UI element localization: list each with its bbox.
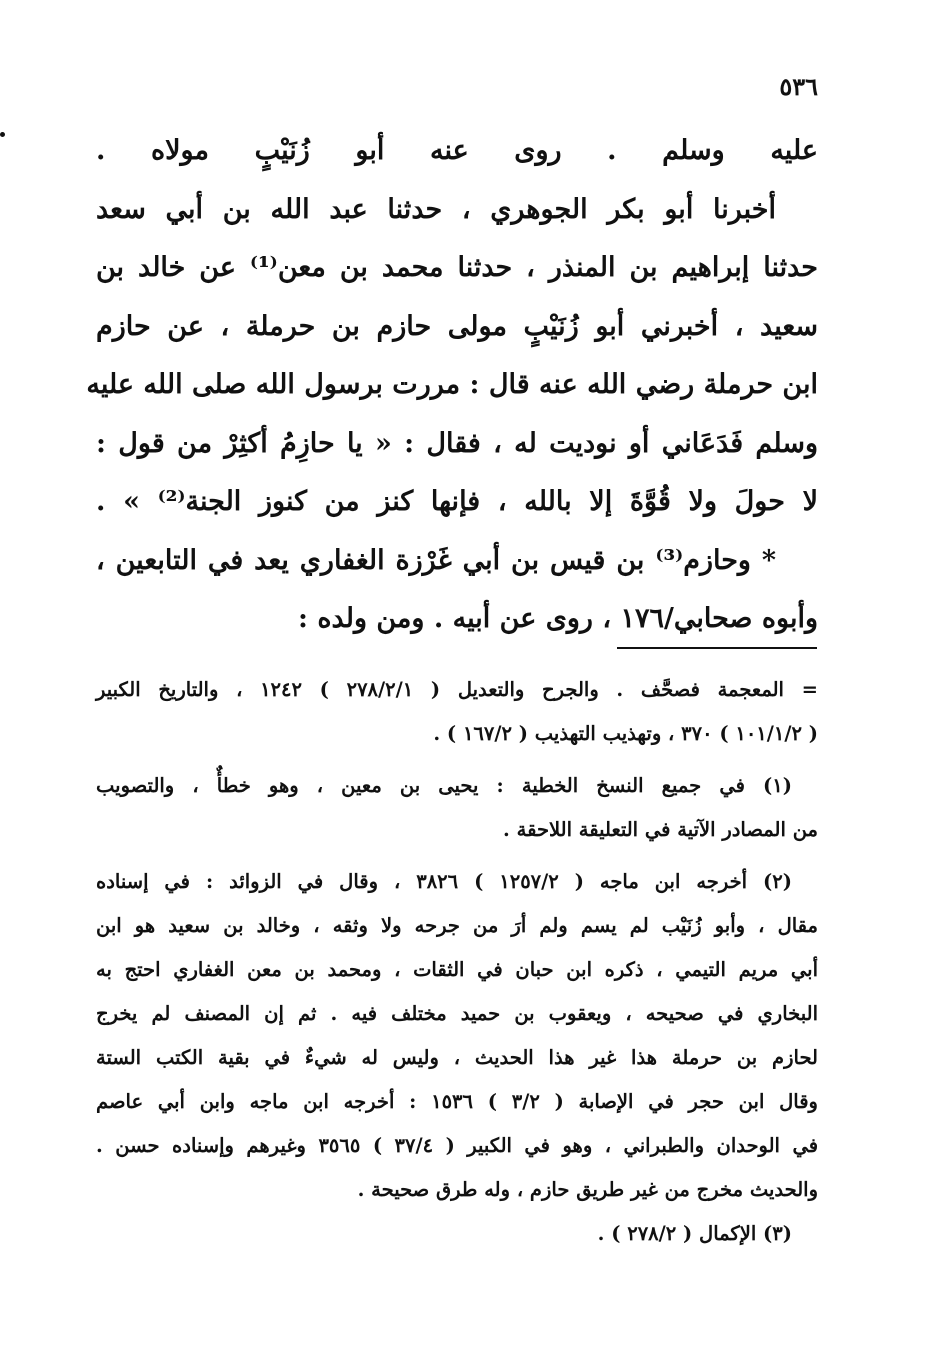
main-line: لا حولَ ولا قُوَّةَ إلا بالله ، فإنها كنز من كنوز الجنة⁽²⁾ » . <box>96 486 818 517</box>
footnote-separator <box>617 647 817 649</box>
main-line: ابن حرملة رضي الله عنه قال : مررت برسول الله صلى الله عليه <box>86 369 818 400</box>
main-line: أخبرنا أبو بكر الجوهري ، حدثنا عبد الله بن أبي سعد <box>96 193 776 225</box>
footnote-line: من المصادر الآتية في التعليقة اللاحقة . <box>503 818 818 841</box>
footnote-line: البخاري في صحيحه ، ويعقوب بن حميد مختلف فيه . ثم إن المصنف لم يخرج <box>96 1002 818 1025</box>
footnotes <box>96 668 818 1256</box>
footnote-line: في الوحدان والطبراني ، وهو في الكبير ( ٣٧/٤ ) ٣٥٦٥ وغيرهم وإسناده حسن . <box>96 1134 819 1157</box>
main-line: وأبوه صحابي/١٧٦ ، روى عن أبيه . ومن ولده : <box>298 603 818 634</box>
footnote-line: أبي مريم التيمي ، ذكره ابن حبان في الثقات ، ومحمد بن معن الغفاري احتج به <box>96 958 818 981</box>
page-number: ٥٣٦ <box>779 72 818 101</box>
footnote-line: لحازم بن حرملة هذا غير هذا الحديث ، وليس له شيءٌ في بقية الكتب الستة <box>96 1046 818 1069</box>
main-line: سعيد ، أخبرني أبو زُنَيْبٍ مولى حازم بن حرملة ، عن حازم <box>96 310 818 342</box>
main-line: عليه وسلم . روى عنه أبو زُنَيْبٍ مولاه . <box>96 135 818 166</box>
footnote-line: وقال ابن حجر في الإصابة ( ٣/٢ ) ١٥٣٦ : أخرجه ابن ماجه وابن أبي عاصم <box>96 1090 818 1113</box>
margin-mark <box>0 132 5 137</box>
footnote-line: مقال ، وأبو زُنَيْب لم يسم ولم أرَ من جرحه ولا وثقه ، وخالد بن سعيد هو ابن <box>96 914 818 937</box>
footnote-line: (٢) أخرجه ابن ماجه ( ١٢٥٧/٢ ) ٣٨٢٦ ، وقال في الزوائد : في إسناده <box>96 870 792 893</box>
main-text <box>86 122 818 649</box>
footnote-line: = المعجمة فصحَّف . والجرح والتعديل ( ٢٧٨/٢/١ ) ١٢٤٢ ، والتاريخ الكبير <box>96 678 818 701</box>
footnote-line: (٣) الإكمال ( ٢٧٨/٢ ) . <box>597 1222 792 1245</box>
footnote-line: (١) في جميع النسخ الخطية : يحيى بن معين ، وهو خطأٌ ، والتصويب <box>96 774 792 797</box>
main-line: وسلم فَدَعَاني أو نوديت له ، فقال : « يا حازِمُ أكثِرْ من قول : <box>96 427 818 459</box>
footnote-line: ( ١٠١/١/٢ ) ٣٧٠ ، وتهذيب التهذيب ( ١٦٧/٢ ) . <box>433 722 818 745</box>
main-line: حدثنا إبراهيم بن المنذر ، حدثنا محمد بن معن⁽¹⁾ عن خالد بن <box>96 252 818 283</box>
main-line: * وحازم⁽³⁾ بن قيس بن أبي غَرْزة الغفاري يعد في التابعين ، <box>96 544 776 576</box>
footnote-line: والحديث مخرج من غير طريق حازم ، وله طرق صحيحة . <box>357 1178 818 1201</box>
